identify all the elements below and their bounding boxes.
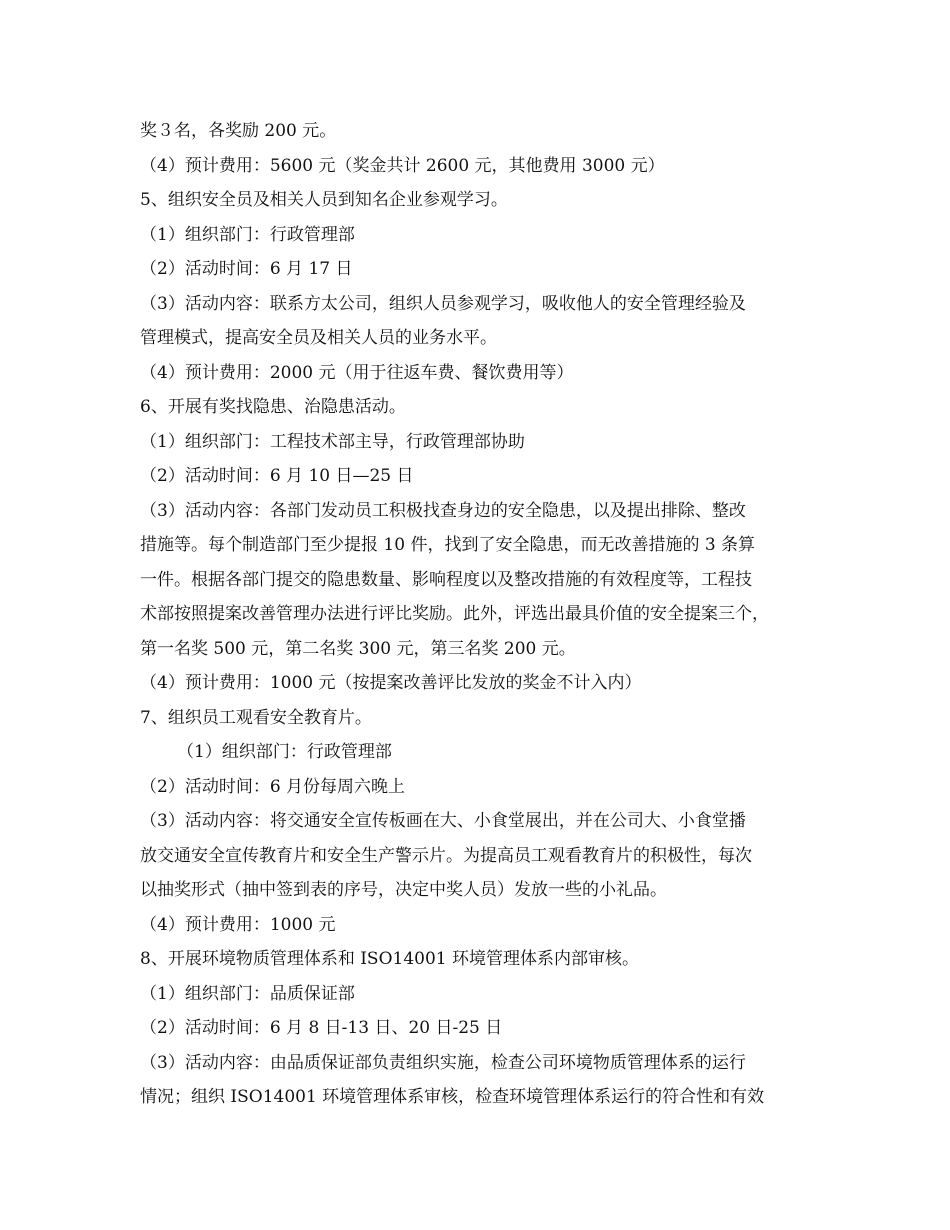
text-line: （2）活动时间：6 月份每周六晚上 xyxy=(140,776,406,797)
text-line: （3）活动内容：由品质保证部负责组织实施，检查公司环境物质管理体系的运行 xyxy=(140,1052,746,1073)
text-line: 措施等。每个制造部门至少提报 10 件，找到了安全隐患，而无改善措施的 3 条算 xyxy=(140,535,756,555)
text-line: （2）活动时间：6 月 8 日-13 日、20 日-25 日 xyxy=(140,1018,503,1038)
text-line: （3）活动内容：联系方太公司，组织人员参观学习，吸收他人的安全管理经验及 xyxy=(140,293,746,314)
text-line: （3）活动内容：将交通安全宣传板画在大、小食堂展出，并在公司大、小食堂播 xyxy=(140,811,746,831)
text-line: （4）预计费用：2000 元（用于往返车费、餐饮费用等） xyxy=(140,362,574,383)
text-line: 第一名奖 500 元，第二名奖 300 元，第三名奖 200 元。 xyxy=(140,638,576,659)
text-line: （3）活动内容：各部门发动员工积极找查身边的安全隐患，以及提出排除、整改 xyxy=(140,500,746,521)
section-heading: 5、组织安全员及相关人员到知名企业参观学习。 xyxy=(140,190,508,210)
text-line: （2）活动时间：6 月 10 日—25 日 xyxy=(140,466,414,486)
text-line: 管理模式，提高安全员及相关人员的业务水平。 xyxy=(140,328,497,348)
text-line: （2）活动时间：6 月 17 日 xyxy=(140,259,353,279)
text-line: 放交通安全宣传教育片和安全生产警示片。为提高员工观看教育片的积极性，每次 xyxy=(140,845,752,866)
section-heading: 8、开展环境物质管理体系和 ISO14001 环境管理体系内部审核。 xyxy=(140,949,640,969)
text-line: 以抽奖形式（抽中签到表的序号，决定中奖人员）发放一些的小礼品。 xyxy=(140,880,667,900)
text-line: （1）组织部门：行政管理部 xyxy=(177,742,392,762)
text-line: （1）组织部门：行政管理部 xyxy=(140,224,355,245)
document-body xyxy=(140,114,830,1115)
text-line: （4）预计费用：1000 元 xyxy=(140,914,336,935)
section-heading: 7、组织员工观看安全教育片。 xyxy=(140,707,372,728)
section-heading: 6、开展有奖找隐患、治隐患活动。 xyxy=(140,397,406,417)
text-line: 一件。根据各部门提交的隐患数量、影响程度以及整改措施的有效程度等，工程技 xyxy=(140,569,752,590)
text-line: （1）组织部门：品质保证部 xyxy=(140,983,355,1004)
text-line: 奖３名，各奖励 200 元。 xyxy=(140,121,337,141)
text-line: （4）预计费用：5600 元（奖金共计 2600 元，其他费用 3000 元） xyxy=(140,155,665,176)
text-line: 术部按照提案改善管理办法进行评比奖励。此外，评选出最具价值的安全提案三个， xyxy=(140,604,769,624)
text-line: （4）预计费用：1000 元（按提案改善评比发放的奖金不计入内） xyxy=(140,673,642,693)
text-line: 情况；组织 ISO14001 环境管理体系审核，检查环境管理体系运行的符合性和有效 xyxy=(140,1087,765,1107)
text-line: （1）组织部门：工程技术部主导，行政管理部协助 xyxy=(140,431,525,452)
